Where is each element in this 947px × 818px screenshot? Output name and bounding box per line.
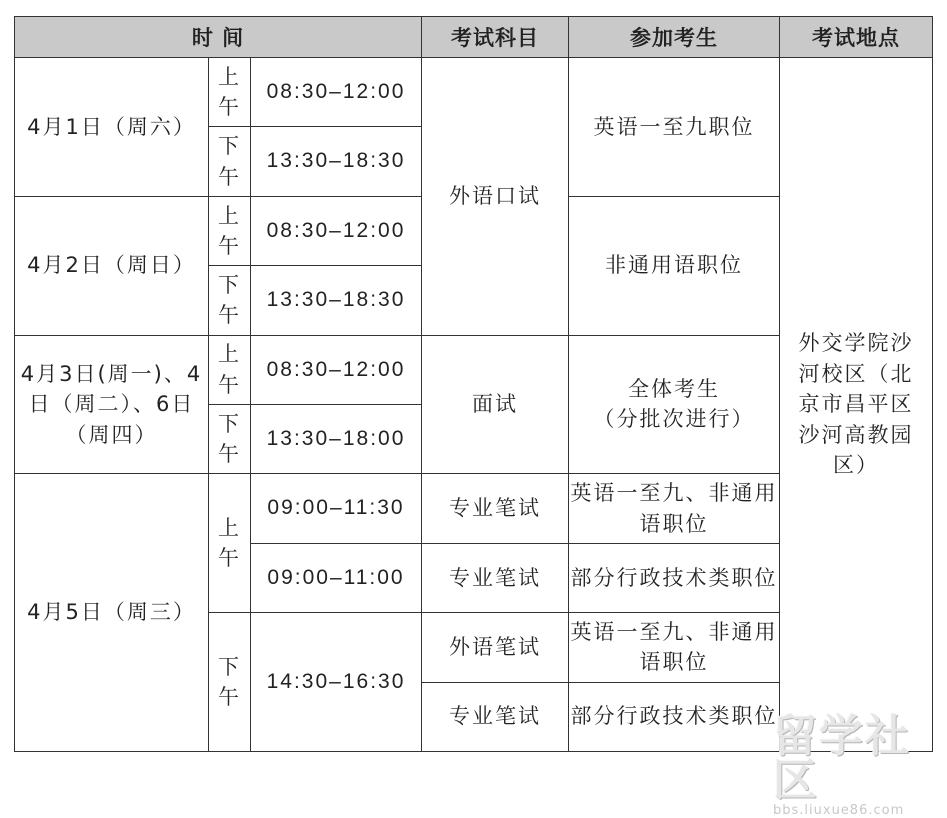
candidates-cell: 英语一至九职位 xyxy=(569,58,780,197)
table-row xyxy=(15,58,933,127)
candidates-cell: 非通用语职位 xyxy=(569,196,780,335)
location-line: 河校区（北 xyxy=(798,361,914,386)
watermark-logo xyxy=(773,711,933,818)
candidates-cell: 英语一至九、非通用语职位 xyxy=(569,474,780,543)
subject-cell: 面试 xyxy=(422,335,569,474)
time-slot: 08:30–12:00 xyxy=(251,58,422,127)
candidates-line: （分批次进行） xyxy=(593,407,755,432)
time-slot: 09:00–11:30 xyxy=(251,474,422,543)
subject-cell: 专业笔试 xyxy=(422,543,569,612)
date-cell: 4月5日（周三） xyxy=(15,474,209,752)
time-slot: 13:30–18:00 xyxy=(251,404,422,473)
candidates-cell: 英语一至九、非通用语职位 xyxy=(569,613,780,682)
time-slot: 08:30–12:00 xyxy=(251,335,422,404)
date-cell: 4月1日（周六） xyxy=(15,58,209,197)
candidates-line: 全体考生 xyxy=(628,377,721,402)
afternoon-label: 下午 xyxy=(209,266,251,335)
date-cell: 4月2日（周日） xyxy=(15,196,209,335)
subject-cell: 专业笔试 xyxy=(422,682,569,751)
time-slot: 08:30–12:00 xyxy=(251,196,422,265)
candidates-cell xyxy=(569,335,780,474)
morning-label: 上午 xyxy=(209,58,251,127)
time-slot: 13:30–18:30 xyxy=(251,266,422,335)
subject-cell: 外语口试 xyxy=(422,58,569,336)
candidates-cell: 部分行政技术类职位 xyxy=(569,682,780,751)
date-cell: 4月3日(周一)、4日（周二）、6日（周四） xyxy=(15,335,209,474)
morning-label: 上午 xyxy=(209,474,251,613)
location-cell xyxy=(780,58,933,752)
time-slot: 14:30–16:30 xyxy=(251,613,422,752)
header-candidates: 参加考生 xyxy=(569,17,780,58)
location-line: 京市昌平区 xyxy=(798,392,914,417)
header-time: 时 间 xyxy=(15,17,422,58)
morning-label: 上午 xyxy=(209,335,251,404)
location-line: 沙河高教园 xyxy=(798,422,914,447)
header-subject: 考试科目 xyxy=(422,17,569,58)
watermark-brand: 留学社区 xyxy=(773,711,911,806)
subject-cell: 专业笔试 xyxy=(422,474,569,543)
location-line: 外交学院沙 xyxy=(798,331,914,356)
header-location: 考试地点 xyxy=(780,17,933,58)
subject-cell: 外语笔试 xyxy=(422,613,569,682)
morning-label: 上午 xyxy=(209,196,251,265)
afternoon-label: 下午 xyxy=(209,127,251,196)
time-slot: 13:30–18:30 xyxy=(251,127,422,196)
afternoon-label: 下午 xyxy=(209,613,251,752)
candidates-cell: 部分行政技术类职位 xyxy=(569,543,780,612)
afternoon-label: 下午 xyxy=(209,404,251,473)
location-line: 区） xyxy=(833,453,880,478)
time-slot: 09:00–11:00 xyxy=(251,543,422,612)
watermark-url: bbs.liuxue86.com xyxy=(773,803,905,818)
header-row xyxy=(15,17,933,58)
exam-schedule-table xyxy=(14,16,933,752)
